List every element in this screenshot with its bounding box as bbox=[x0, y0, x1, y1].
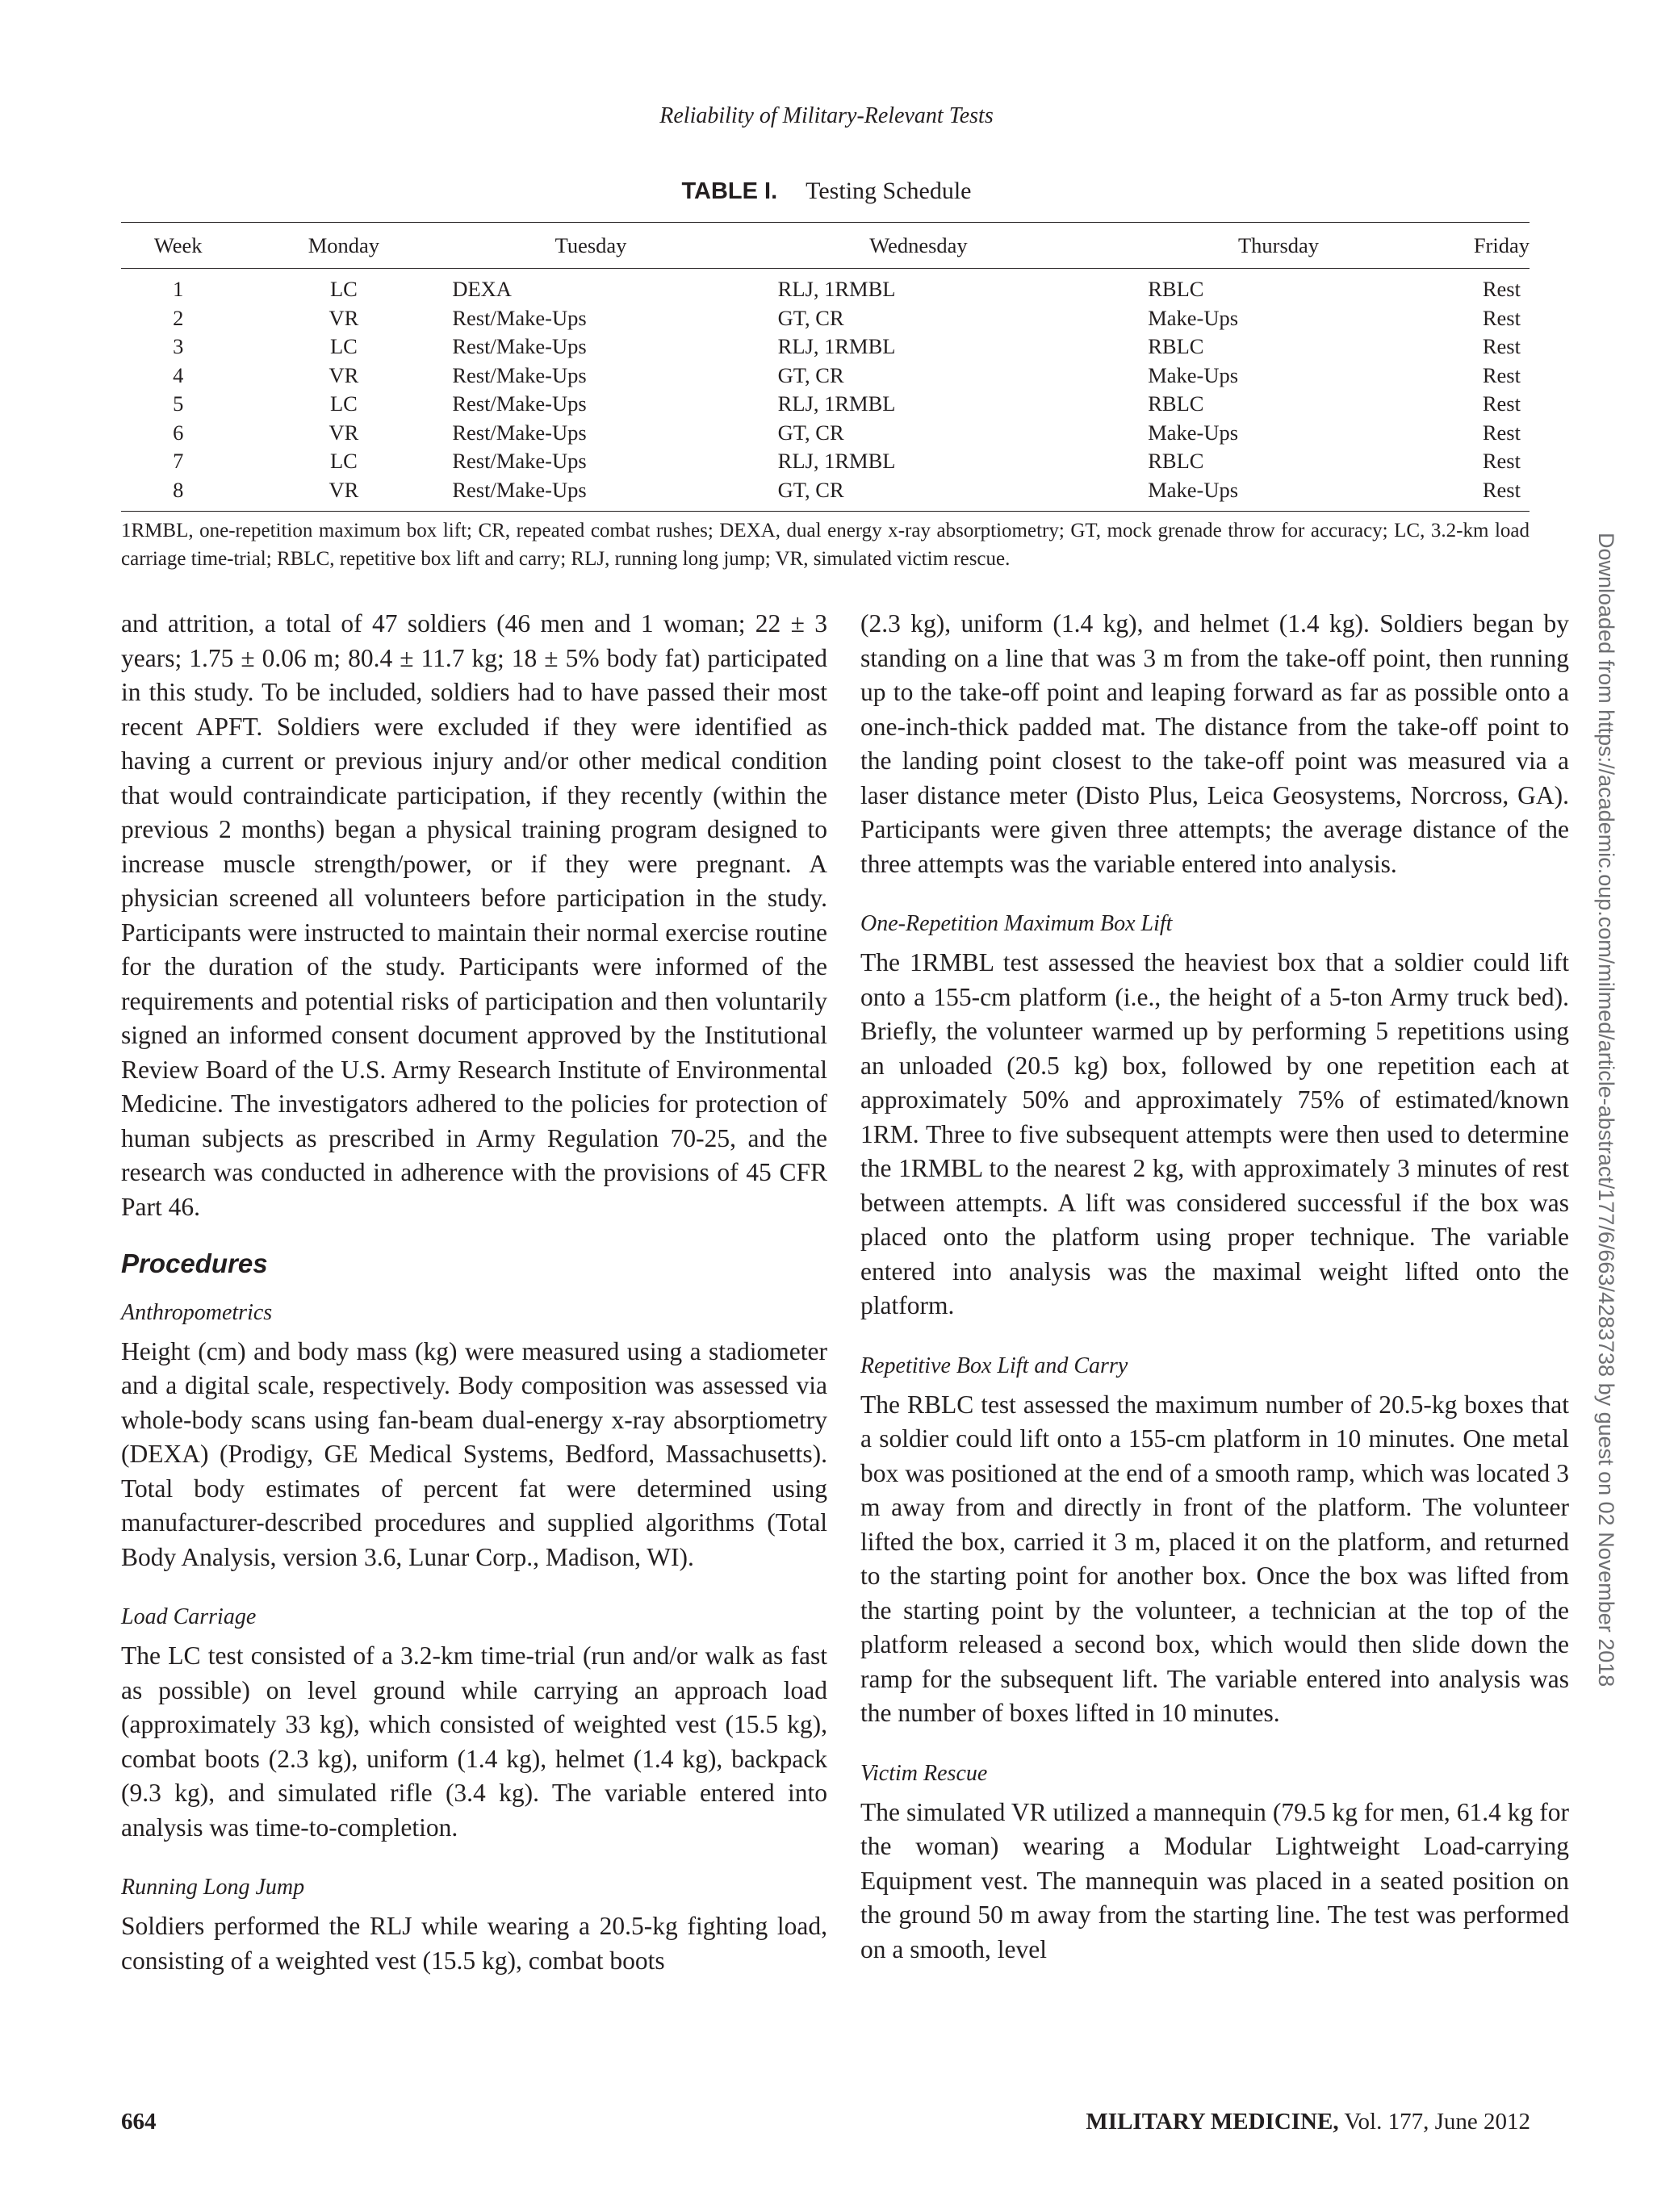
cell-thursday: RBLC bbox=[1148, 391, 1204, 416]
cell-tuesday: Rest/Make-Ups bbox=[452, 391, 587, 416]
cell-monday: LC bbox=[329, 277, 358, 302]
cell-monday: VR bbox=[329, 362, 359, 387]
cell-monday: VR bbox=[329, 420, 359, 445]
paragraph-load-carriage: The LC test consisted of a 3.2-km time-trial (run and/or walk as fast as possible) on level ground while carrying an approach load (approximately 33 kg), which consisted of weighted vest (15.5 kg), combat boots (2.3 kg), uniform (1.4 kg), helmet (1.4 kg), backpack (9.3 kg), and simulated rifle (3.4 kg). The variable entered into analysis was time-to-completion. bbox=[121, 1641, 827, 1842]
cell-wednesday: GT, CR bbox=[777, 477, 844, 502]
col-header-friday: Friday bbox=[1473, 232, 1530, 257]
table-row bbox=[121, 390, 1530, 419]
table-row bbox=[121, 269, 1530, 304]
journal-name: MILITARY MEDICINE, bbox=[1086, 2109, 1339, 2135]
paragraph-anthropometrics: Height (cm) and body mass (kg) were measured using a stadiometer and a digital scale, respectively. Body composition was assessed via whole-body scans using fan-beam dual-energy x-ray absorptiometry (DEXA) (Prodigy, GE Medical Systems, Bedford, Massachusetts). Total body estimates of percent fat were determined using manufacturer-described procedures and supplied algorithms (Total Body Analysis, version 3.6, Lunar Corp., Madison, WI). bbox=[121, 1336, 827, 1571]
cell-friday: Rest bbox=[1482, 277, 1521, 302]
paragraph-repetitive-box-lift: The RBLC test assessed the maximum number of 20.5-kg boxes that a soldier could lift onto a 155-cm platform in 10 minutes. One metal box was positioned at the end of a smooth ramp, which was located 3 m away from and directly in front of the platform. The volunteer lifted the box, carried it 3 m, placed it on the platform, and returned to the starting point for another box. Once the box was lifted from the starting point by the volunteer, a technician at the top of the platform released a second box, which would then slide down the ramp for the subsequent lift. The variable entered into analysis was the number of boxes lifted in 10 minutes. bbox=[860, 1390, 1569, 1727]
cell-wednesday: RLJ, 1RMBL bbox=[777, 449, 896, 474]
cell-thursday: Make-Ups bbox=[1148, 420, 1239, 445]
cell-wednesday: RLJ, 1RMBL bbox=[777, 277, 896, 302]
testing-schedule-table bbox=[121, 222, 1530, 512]
cell-tuesday: Rest/Make-Ups bbox=[452, 420, 587, 445]
subheading-repetitive-box-lift: Repetitive Box Lift and Carry bbox=[860, 1353, 1128, 1378]
paragraph-1rm-box-lift: The 1RMBL test assessed the heaviest box that a soldier could lift onto a 155-cm platform (i.e., the height of a 5-ton Army truck bed). Briefly, the volunteer warmed up by performing 5 repetitions using an unloaded (20.5 kg) box, followed by one repetition each at approximately 50% and approximately 75% of estimated/known 1RM. Three to five subsequent attempts were then used to determine the 1RMBL to the nearest 2 kg, with approximately 3 minutes of rest between attempts. A lift was considered successful if the box was placed onto the platform using proper technique. The variable entered into analysis was the maximal weight lifted onto the platform. bbox=[860, 948, 1569, 1319]
cell-friday: Rest bbox=[1482, 477, 1521, 502]
table-row bbox=[121, 362, 1530, 391]
table-body bbox=[121, 269, 1530, 512]
table-row bbox=[121, 304, 1530, 333]
cell-friday: Rest bbox=[1482, 420, 1521, 445]
cell-friday: Rest bbox=[1482, 449, 1521, 474]
subheading-1rm-box-lift: One-Repetition Maximum Box Lift bbox=[860, 911, 1173, 936]
cell-wednesday: GT, CR bbox=[777, 362, 844, 387]
cell-wednesday: RLJ, 1RMBL bbox=[777, 334, 896, 359]
cell-thursday: Make-Ups bbox=[1148, 477, 1239, 502]
col-header-wednesday: Wednesday bbox=[869, 232, 968, 257]
cell-wednesday: GT, CR bbox=[777, 305, 844, 330]
cell-thursday: Make-Ups bbox=[1148, 362, 1239, 387]
paragraph-running-long-jump-cont: (2.3 kg), uniform (1.4 kg), and helmet (1.4 kg). Soldiers began by standing on a line that was 3 m from the take-off point, then running up to the take-off point and leaping forward as far as possible onto a one-inch-thick padded mat. The distance from the take-off point to the landing point closest to the take-off point was measured via a laser distance meter (Disto Plus, Leica Geosystems, Norcross, GA). Participants were given three attempts; the average distance of the three attempts was the variable entered into analysis. bbox=[860, 609, 1569, 878]
cell-week: 1 bbox=[173, 277, 184, 302]
section-heading-procedures: Procedures bbox=[121, 1248, 268, 1278]
running-header: Reliability of Military-Relevant Tests bbox=[659, 103, 994, 128]
cell-thursday: RBLC bbox=[1148, 449, 1204, 474]
table-header bbox=[121, 223, 1530, 269]
paragraph-running-long-jump: Soldiers performed the RLJ while wearing a 20.5-kg fighting load, consisting of a weighted vest (15.5 kg), combat boots bbox=[121, 1912, 827, 1975]
cell-tuesday: Rest/Make-Ups bbox=[452, 305, 587, 330]
cell-week: 6 bbox=[173, 420, 184, 445]
cell-week: 7 bbox=[173, 449, 184, 474]
cell-monday: VR bbox=[329, 477, 359, 502]
cell-week: 8 bbox=[173, 477, 184, 502]
cell-tuesday: DEXA bbox=[452, 277, 512, 302]
table-footnote: 1RMBL, one-repetition maximum box lift; CR, repeated combat rushes; DEXA, dual energy x-ray absorptiometry; GT, mock grenade throw for accuracy; LC, 3.2-km load carriage time-trial; RBLC, repetitive box lift and carry; RLJ, running long jump; VR, simulated victim rescue. bbox=[121, 520, 1530, 570]
table-row bbox=[121, 476, 1530, 512]
table-row bbox=[121, 332, 1530, 362]
table-title: Testing Schedule bbox=[806, 178, 972, 204]
left-column bbox=[121, 607, 827, 1978]
journal-issue: Vol. 177, June 2012 bbox=[1344, 2109, 1530, 2135]
cell-thursday: Make-Ups bbox=[1148, 305, 1239, 330]
cell-thursday: RBLC bbox=[1148, 334, 1204, 359]
cell-week: 4 bbox=[173, 362, 184, 387]
cell-friday: Rest bbox=[1482, 305, 1521, 330]
cell-tuesday: Rest/Make-Ups bbox=[452, 334, 587, 359]
col-header-tuesday: Tuesday bbox=[554, 232, 627, 257]
cell-friday: Rest bbox=[1482, 334, 1521, 359]
paragraph-victim-rescue: The simulated VR utilized a mannequin (79.5 kg for men, 61.4 kg for the woman) wearing a Modular Lightweight Load-carrying Equipment vest. The mannequin was placed in a seated position on the ground 50 m away from the starting line. The test was performed on a smooth, level bbox=[860, 1797, 1569, 1963]
table-row bbox=[121, 419, 1530, 448]
cell-monday: LC bbox=[329, 449, 358, 474]
table-header-row bbox=[121, 223, 1530, 269]
cell-week: 2 bbox=[173, 305, 184, 330]
cell-thursday: RBLC bbox=[1148, 277, 1204, 302]
col-header-week: Week bbox=[153, 232, 203, 257]
cell-week: 5 bbox=[173, 391, 184, 416]
subheading-anthropometrics: Anthropometrics bbox=[121, 1299, 273, 1325]
journal-citation bbox=[1086, 2109, 1530, 2135]
cell-week: 3 bbox=[173, 334, 184, 359]
cell-tuesday: Rest/Make-Ups bbox=[452, 449, 587, 474]
cell-friday: Rest bbox=[1482, 391, 1521, 416]
col-header-thursday: Thursday bbox=[1237, 232, 1320, 257]
cell-tuesday: Rest/Make-Ups bbox=[452, 362, 587, 387]
cell-friday: Rest bbox=[1482, 362, 1521, 387]
subheading-running-long-jump: Running Long Jump bbox=[121, 1875, 305, 1900]
subheading-load-carriage: Load Carriage bbox=[121, 1604, 257, 1629]
download-watermark: Downloaded from https://academic.oup.com/milmed/article-abstract/177/6/663/4283738 by guest on 02 November 2018 bbox=[1594, 533, 1618, 1687]
cell-monday: LC bbox=[329, 334, 358, 359]
right-column bbox=[860, 607, 1569, 1967]
cell-monday: LC bbox=[329, 391, 358, 416]
cell-tuesday: Rest/Make-Ups bbox=[452, 477, 587, 502]
table-caption bbox=[0, 178, 1653, 205]
page-number: 664 bbox=[121, 2109, 157, 2135]
cell-wednesday: GT, CR bbox=[777, 420, 844, 445]
table-row bbox=[121, 447, 1530, 476]
table-label: TABLE I. bbox=[681, 178, 778, 204]
cell-wednesday: RLJ, 1RMBL bbox=[777, 391, 896, 416]
cell-monday: VR bbox=[329, 305, 359, 330]
paragraph-participants: and attrition, a total of 47 soldiers (46 men and 1 woman; 22 ± 3 years; 1.75 ± 0.06 m; 80.4 ± 11.7 kg; 18 ± 5% body fat) participated in this study. To be included, soldiers had to have passed their most recent APFT. Soldiers were excluded if they were identified as having a current or previous injury and/or other medical condition that would contraindicate participation, if they recently (within the previous 2 months) began a physical training program designed to increase muscle strength/power, or if they were pregnant. A physician screened all volunteers before participation in the study. Participants were instructed to maintain their normal exercise routine for the duration of the study. Participants were informed of the requirements and potential risks of participation and then voluntarily signed an informed consent document approved by the Institutional Review Board of the U.S. Army Research Institute of Environmental Medicine. The investigators adhered to the policies for protection of human subjects as prescribed in Army Regulation 70-25, and the research was conducted in adherence with the provisions of 45 CFR Part 46. bbox=[121, 609, 827, 1221]
subheading-victim-rescue: Victim Rescue bbox=[860, 1760, 988, 1786]
col-header-monday: Monday bbox=[308, 232, 380, 257]
